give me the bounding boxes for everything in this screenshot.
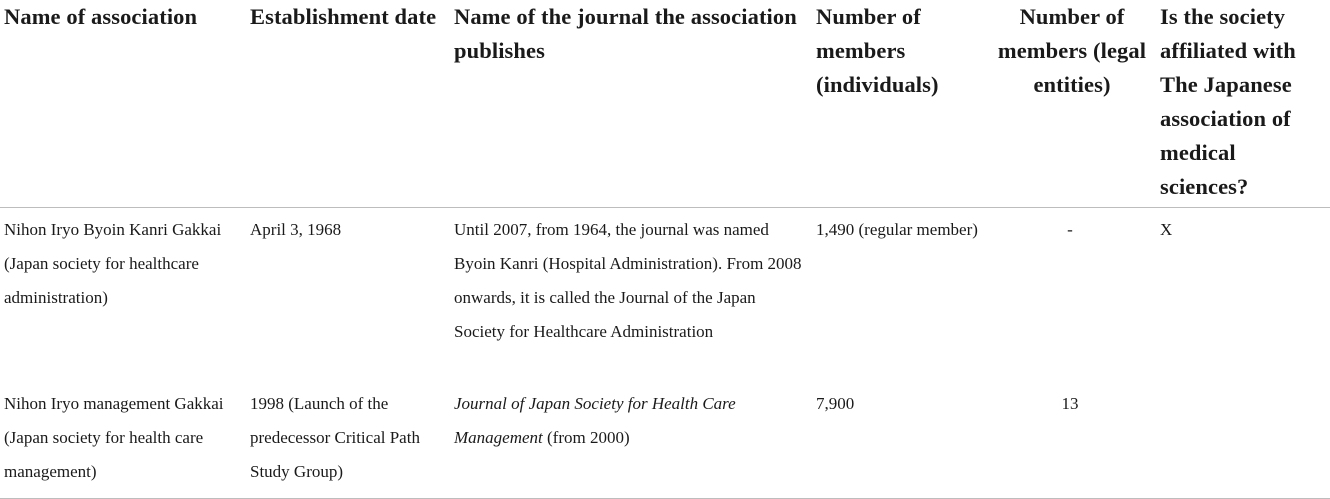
cell-members-individuals: 7,900 [812, 383, 990, 499]
cell-establishment-date: 1998 (Launch of the predecessor Critical Path Study Group) [246, 383, 450, 499]
cell-journal-name [450, 208, 812, 383]
cell-affiliation: X [1160, 220, 1173, 239]
table-row [0, 383, 1330, 499]
cell-association-name: Nihon Iryo Byoin Kanri Gakkai (Japan society for healthcare administration) [4, 220, 222, 307]
header-row [0, 0, 1330, 208]
cell-establishment-date: April 3, 1968 [250, 220, 342, 239]
journal-title-italic: Journal of Japan Society for Health Care Management [454, 393, 736, 447]
table-row [0, 208, 1330, 383]
cell-association-name: Nihon Iryo management Gakkai (Japan society for health care management) [0, 383, 246, 499]
header-members-individuals: Number of members (individuals) [812, 0, 990, 208]
table-body [0, 208, 1330, 499]
cell-members-individuals: 1,490 (regular member) [816, 220, 978, 239]
header-members-legal-entities: Number of members (legal entities) [990, 0, 1156, 208]
header-establishment-date: Establishment date [246, 0, 450, 208]
cell-journal-name [450, 383, 812, 499]
cell-members-legal-entities: - [1067, 220, 1073, 239]
header-affiliation: Is the society affiliated with The Japanese association of medical sciences? [1156, 0, 1330, 208]
header-journal-name: Name of the journal the association publishes [450, 0, 812, 208]
table-header [0, 0, 1330, 208]
cell-members-legal-entities: 13 [990, 383, 1156, 499]
journal-note: Until 2007, from 1964, the journal was named Byoin Kanri (Hospital Administration). From 2008 onwards, it is called the Journal of the Japan Society for Healthcare Administration [454, 220, 802, 341]
journal-note: (from 2000) [542, 427, 630, 447]
header-name-of-association: Name of association [0, 0, 246, 208]
cell-affiliation [1156, 383, 1330, 499]
